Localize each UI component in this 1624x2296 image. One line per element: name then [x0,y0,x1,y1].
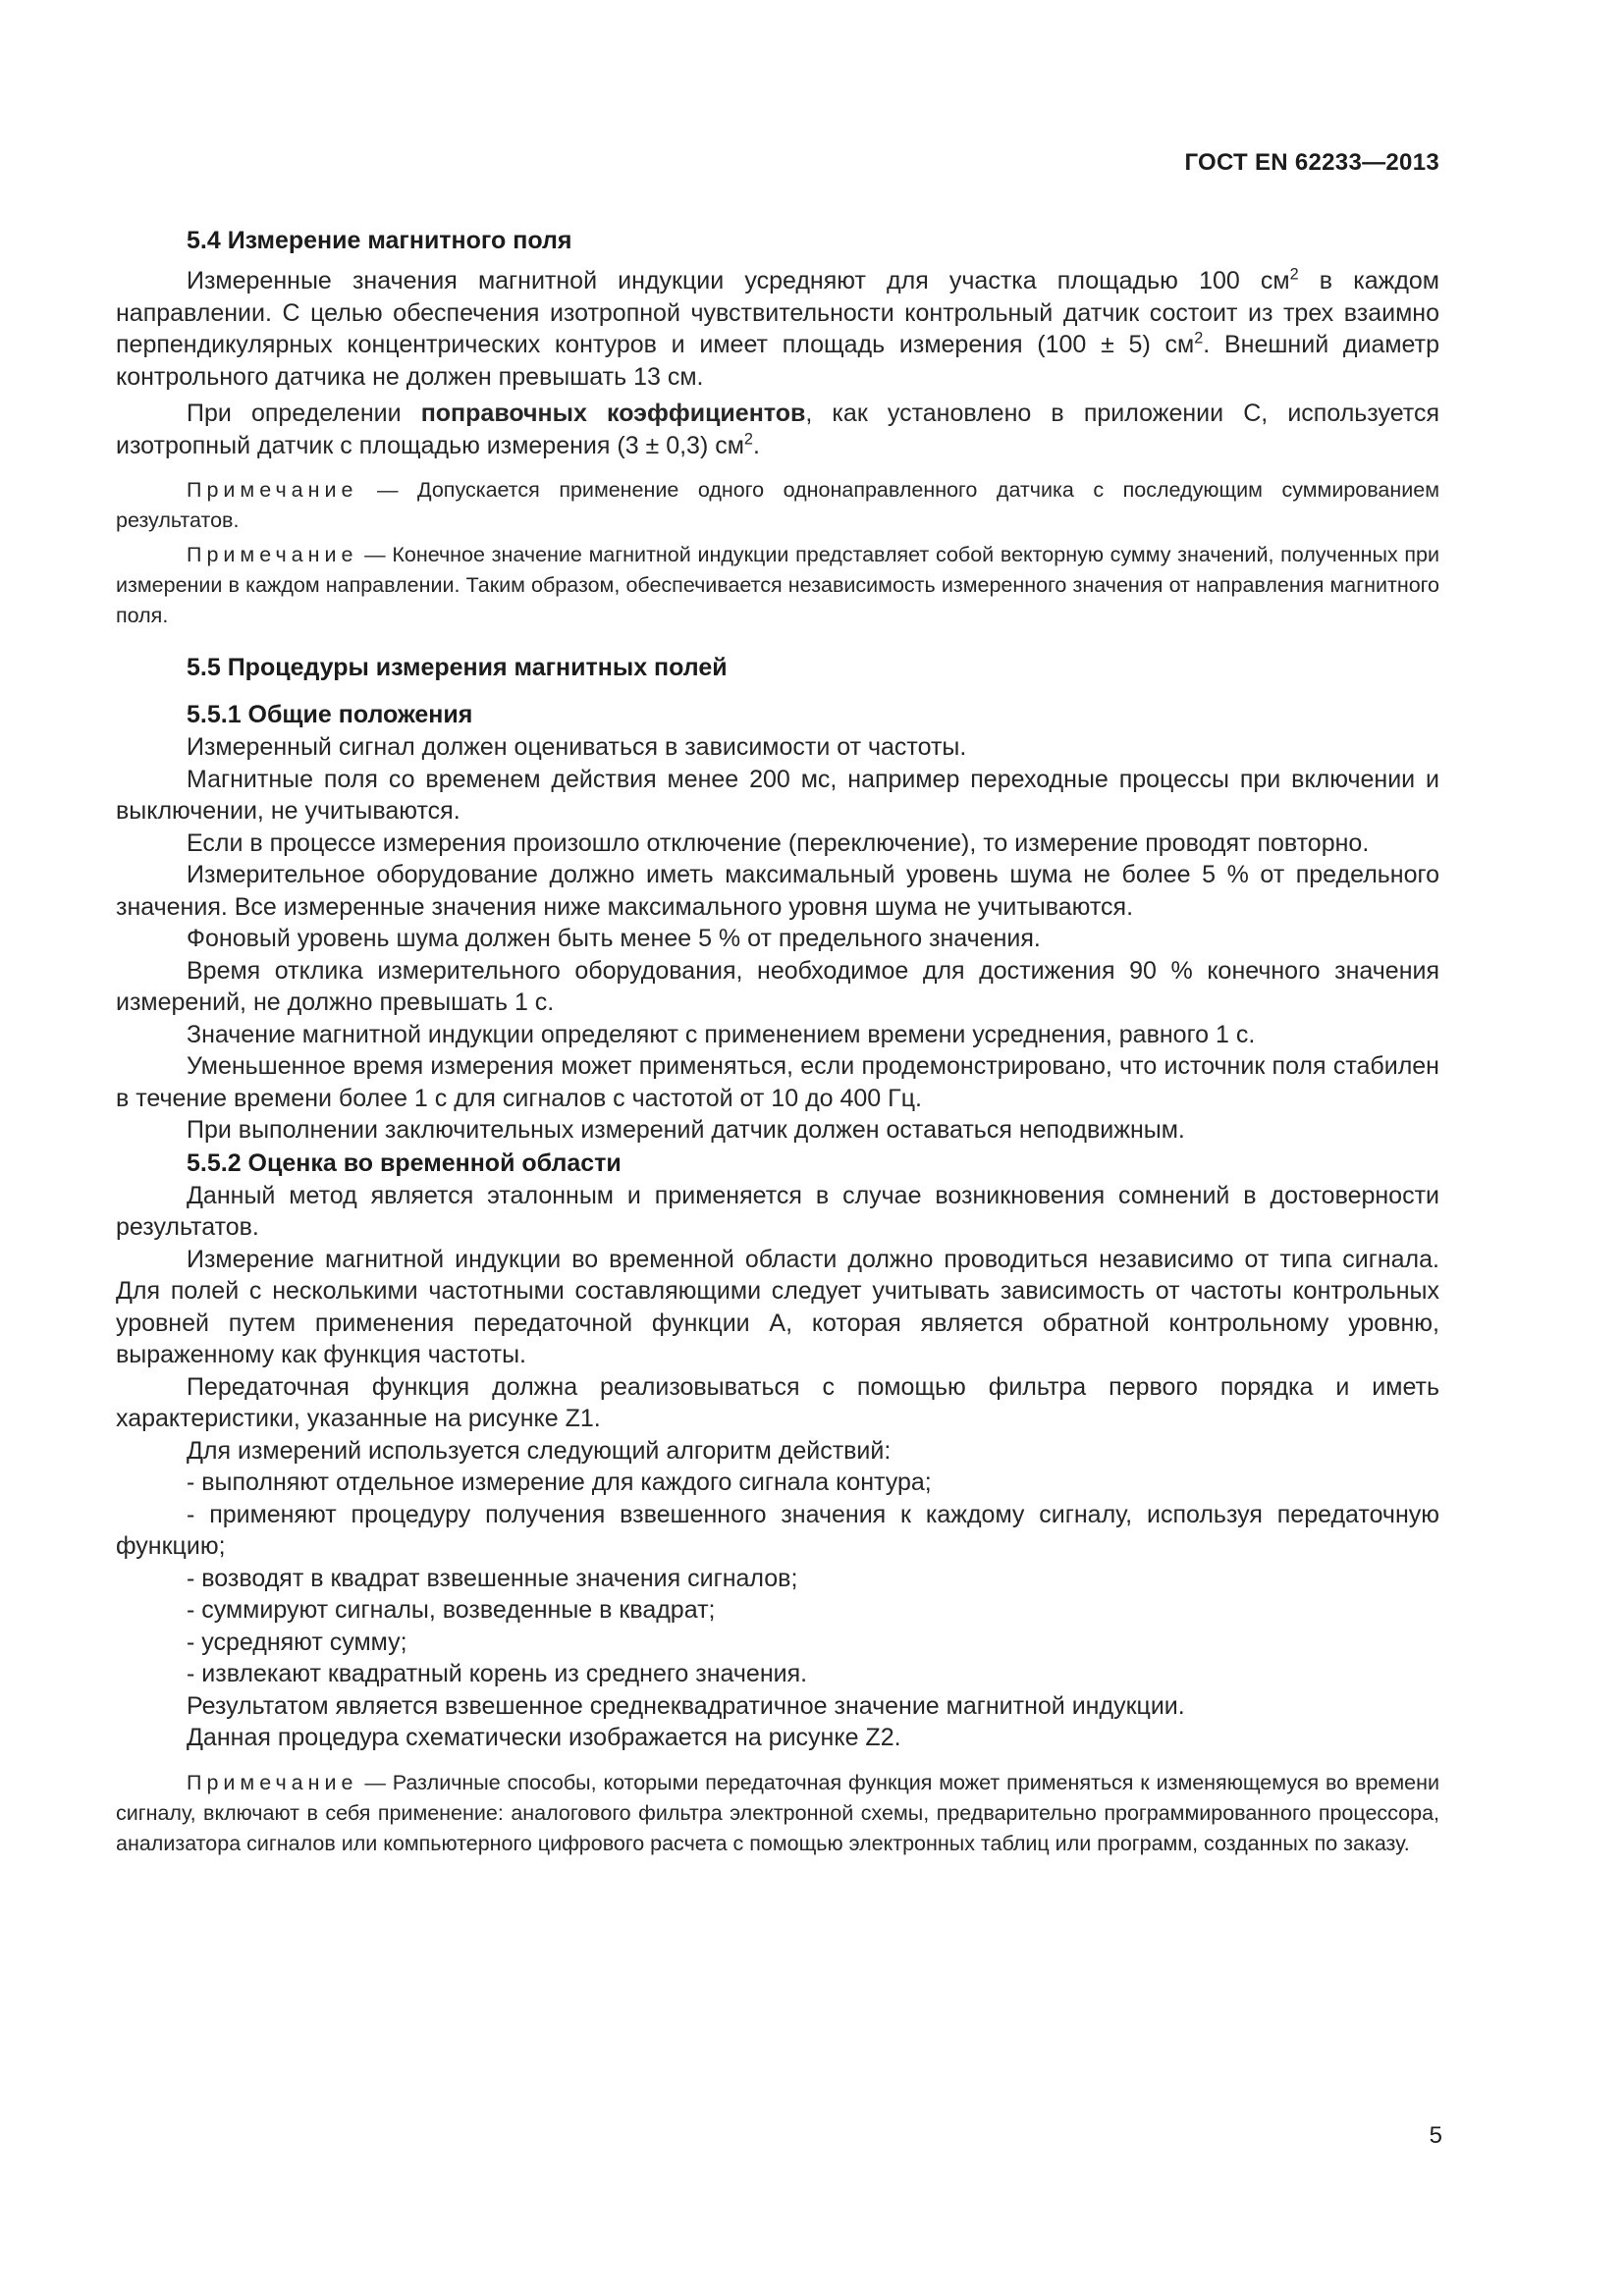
note-3: Примечание — Различные способы, которыми передаточная функция может применяться к изменяющемуся во времени сигналу, включают в себя применение: аналогового фильтра электронной схемы, предварительно программированного процессора, анализатора сигналов или компьютерного цифрового расчета с помощью электронных таблиц или программ, созданных по заказу. [116,1770,1439,1855]
section-5-5-2-paragraph: Измерение магнитной индукции во временной области должно проводиться независимо от типа сигнала. Для полей с несколькими частотными составляющими следует учитывать зависимость от частоты контрольных уровней путем применения передаточной функции А, которая является обратной контрольному уровню, выраженному как функция частоты. [116,1245,1439,1368]
section-5-5-2-paragraph: Данная процедура схематически изображается на рисунке Z2. [187,1724,901,1751]
section-5-5-2-heading: 5.5.2 Оценка во временной области [187,1148,622,1177]
section-5-5-2-paragraph: Для измерений используется следующий алгоритм действий: [187,1436,892,1465]
section-5-5-heading: 5.5 Процедуры измерения магнитных полей [187,654,728,681]
note-1: Примечание — Допускается применение одного однонаправленного датчика с последующим суммированием результатов. [116,478,1439,532]
section-5-5-1-paragraph: Измеренный сигнал должен оцениваться в зависимости от частоты. [187,733,967,761]
document-header: ГОСТ EN 62233—2013 [1184,149,1439,176]
algorithm-step: - суммируют сигналы, возведенные в квадрат; [187,1596,716,1624]
section-5-5-1-paragraph: Значение магнитной индукции определяют с применением времени усреднения, равного 1 с. [187,1020,1256,1048]
algorithm-step: - возводят в квадрат взвешенные значения сигналов; [187,1564,798,1592]
document-body [116,224,1439,1859]
section-5-5-2-paragraph: Результатом является взвешенное среднеквадратичное значение магнитной индукции. [187,1691,1185,1720]
page-number: 5 [1429,2122,1442,2149]
section-5-5-1-paragraph: Время отклика измерительного оборудования, необходимое для достижения 90 % конечного значения измерений, не должно превышать 1 с. [116,956,1439,1016]
section-5-5-1-paragraph: Уменьшенное время измерения может применяться, если продемонстрировано, что источник поля стабилен в течение времени более 1 с для сигналов с частотой от 10 до 400 Гц. [116,1052,1439,1112]
section-5-5-1-paragraph: При выполнении заключительных измерений датчик должен оставаться неподвижным. [187,1116,1185,1144]
algorithm-step: - извлекают квадратный корень из среднего значения. [187,1660,808,1687]
algorithm-step: - выполняют отдельное измерение для каждого сигнала контура; [187,1468,932,1496]
section-5-5-1-paragraph: Измерительное оборудование должно иметь максимальный уровень шума не более 5 % от предельного значения. Все измеренные значения ниже максимального уровня шума не учитываются. [116,861,1439,921]
algorithm-step: - применяют процедуру получения взвешенного значения к каждому сигналу, используя передаточную функцию; [116,1500,1439,1560]
algorithm-step: - усредняют сумму; [187,1628,407,1656]
section-5-5-1-paragraph: Магнитные поля со временем действия менее 200 мс, например переходные процессы при включении и выключении, не учитываются. [116,765,1439,825]
section-5-5-2-paragraph: Передаточная функция должна реализовываться с помощью фильтра первого порядка и иметь характеристики, указанные на рисунке Z1. [116,1372,1439,1432]
section-5-4-heading: 5.4 Измерение магнитного поля [187,227,572,254]
section-5-4-paragraph-2: При определении поправочных коэффициентов, как установлено в приложении С, используется изотропный датчик с площадью измерения (3 ± 0,3) $см^2$. [116,400,1439,459]
section-5-5-1-paragraph: Если в процессе измерения произошло отключение (переключение), то измерение проводят повторно. [187,828,1370,857]
section-5-4-paragraph-1: Измеренные значения магнитной индукции усредняют для участка площадью 100 $см^2$ в каждом направлении. С целью обеспечения изотропной чувствительности контрольный датчик состоит из трех взаимно перпендикулярных концентрических контуров и имеет площадь измерения (100 ± 5) $см^2$. Внешний диаметр контрольного датчика не должен превышать 13 см. [116,265,1439,391]
section-5-5-1-heading: 5.5.1 Общие положения [187,701,473,728]
section-5-5-2-paragraph: Данный метод является эталонным и применяется в случае возникновения сомнений в достоверности результатов. [116,1181,1439,1241]
note-2: Примечание — Конечное значение магнитной индукции представляет собой векторную сумму значений, полученных при измерении в каждом направлении. Таким образом, обеспечивается независимость измеренного значения от направления магнитного поля. [116,543,1439,627]
section-5-5-1-paragraph: Фоновый уровень шума должен быть менее 5 % от предельного значения. [187,925,1041,952]
